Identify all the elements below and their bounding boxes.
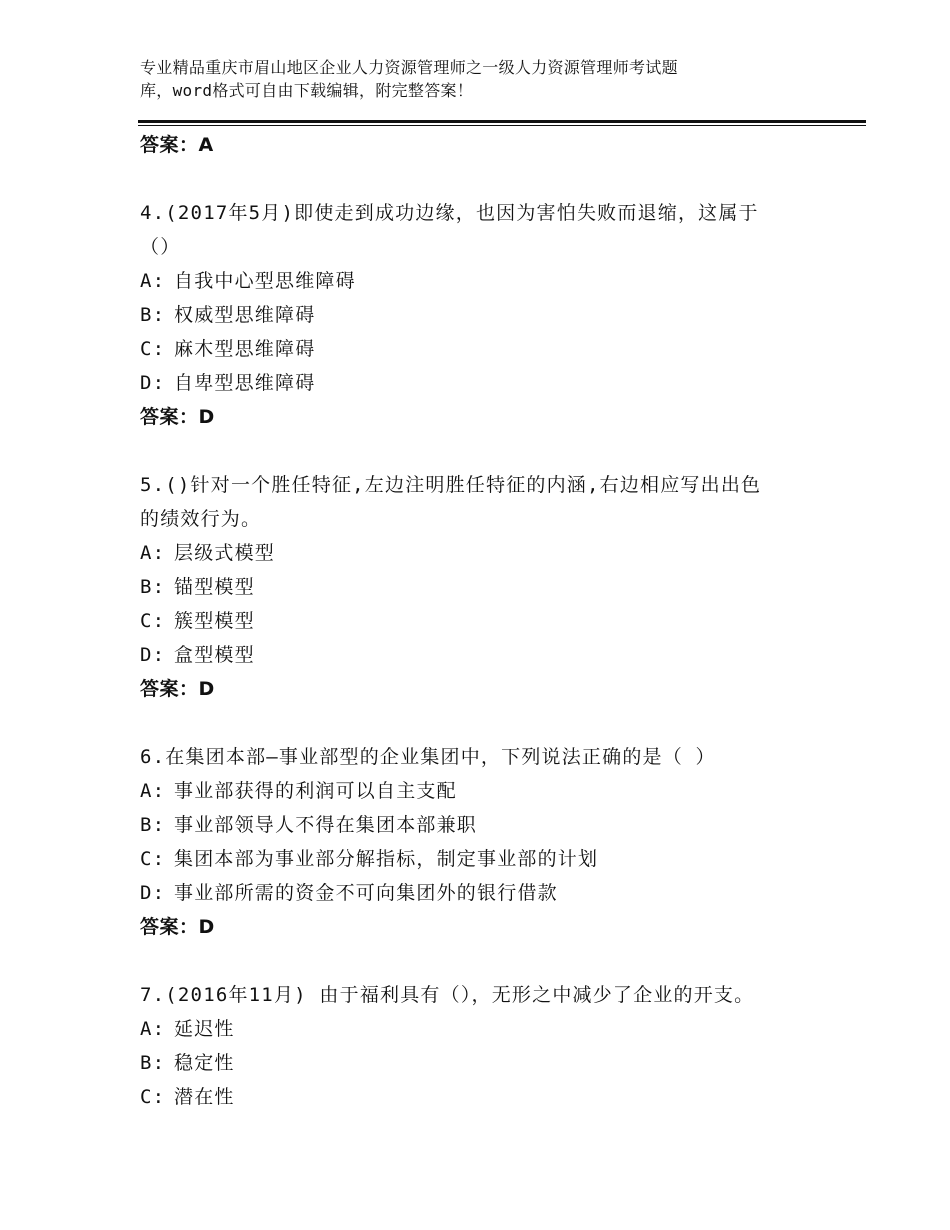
option-c — [140, 842, 840, 876]
option-key: B: — [140, 814, 166, 836]
option-text: 权威型思维障碍 — [174, 304, 316, 326]
document-body — [140, 128, 840, 1114]
option-b — [140, 298, 840, 332]
option-text: 潜在性 — [174, 1086, 235, 1108]
option-text: 锚型模型 — [174, 576, 255, 598]
option-key: A: — [140, 542, 166, 564]
option-key: C: — [140, 338, 166, 360]
answer-line: 答案：A — [140, 134, 214, 156]
question-stem-line-1: 4.(2017年5月)即使走到成功边缘，也因为害怕失败而退缩，这属于 — [140, 202, 759, 224]
option-text: 麻木型思维障碍 — [174, 338, 316, 360]
option-key: C: — [140, 848, 166, 870]
option-key: C: — [140, 1086, 166, 1108]
option-key: C: — [140, 610, 166, 632]
question-stem-line-2: 的绩效行为。 — [140, 508, 262, 530]
option-text: 稳定性 — [174, 1052, 235, 1074]
answer-line: 答案：D — [140, 916, 215, 938]
header-rule-thick — [138, 120, 866, 123]
option-a — [140, 264, 840, 298]
question-stem-line-1: 6.在集团本部—事业部型的企业集团中，下列说法正确的是（ ） — [140, 746, 716, 768]
question-7 — [140, 978, 840, 1114]
option-c — [140, 1080, 840, 1114]
option-key: A: — [140, 780, 166, 802]
option-text: 事业部获得的利润可以自主支配 — [174, 780, 457, 802]
option-a — [140, 536, 840, 570]
option-b — [140, 1046, 840, 1080]
option-key: B: — [140, 576, 166, 598]
option-c — [140, 332, 840, 366]
option-text: 自卑型思维障碍 — [174, 372, 316, 394]
option-b — [140, 570, 840, 604]
option-a — [140, 774, 840, 808]
question-stem-line-2: （） — [140, 236, 181, 258]
header-line-2: 库，word格式可自由下载编辑，附完整答案！ — [140, 81, 474, 100]
option-text: 集团本部为事业部分解指标，制定事业部的计划 — [174, 848, 599, 870]
option-key: A: — [140, 270, 166, 292]
option-text: 层级式模型 — [174, 542, 276, 564]
header-line-1: 专业精品重庆市眉山地区企业人力资源管理师之一级人力资源管理师考试题 — [140, 58, 678, 77]
answer-line: 答案：D — [140, 406, 215, 428]
option-d — [140, 638, 840, 672]
option-text: 自我中心型思维障碍 — [174, 270, 356, 292]
page-header — [140, 56, 840, 102]
question-stem — [140, 740, 840, 774]
option-key: A: — [140, 1018, 166, 1040]
option-text: 盒型模型 — [174, 644, 255, 666]
option-text: 事业部所需的资金不可向集团外的银行借款 — [174, 882, 558, 904]
option-key: D: — [140, 372, 166, 394]
option-b — [140, 808, 840, 842]
option-text: 簇型模型 — [174, 610, 255, 632]
option-c — [140, 604, 840, 638]
option-a — [140, 1012, 840, 1046]
question-6 — [140, 740, 840, 944]
option-d — [140, 366, 840, 400]
question-stem — [140, 196, 840, 264]
header-rule-thin — [138, 125, 866, 126]
option-d — [140, 876, 840, 910]
question-stem — [140, 978, 840, 1012]
option-key: D: — [140, 882, 166, 904]
question-4 — [140, 196, 840, 434]
question-stem-line-1: 7.(2016年11月) 由于福利具有（），无形之中减少了企业的开支。 — [140, 984, 755, 1006]
question-stem-line-1: 5.()针对一个胜任特征,左边注明胜任特征的内涵,右边相应写出出色 — [140, 474, 762, 496]
question-stem — [140, 468, 840, 536]
option-key: B: — [140, 304, 166, 326]
option-text: 延迟性 — [174, 1018, 235, 1040]
answer-line: 答案：D — [140, 678, 215, 700]
question-5 — [140, 468, 840, 706]
option-key: B: — [140, 1052, 166, 1074]
option-key: D: — [140, 644, 166, 666]
option-text: 事业部领导人不得在集团本部兼职 — [174, 814, 478, 836]
